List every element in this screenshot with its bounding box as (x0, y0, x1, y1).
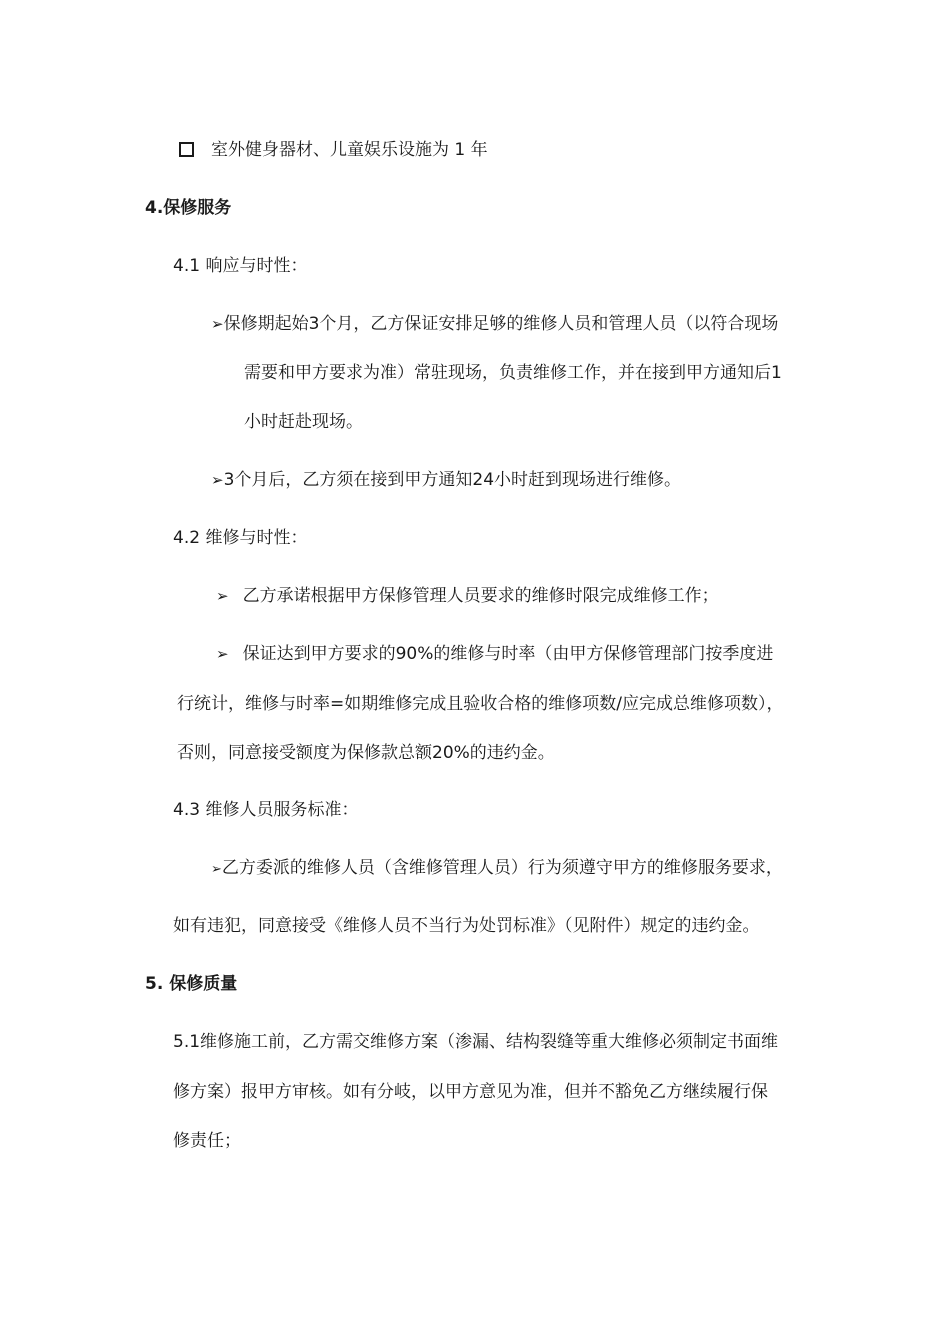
checkbox-square-icon (179, 142, 194, 157)
section-5-1-line1: 5.1维修施工前，乙方需交维修方案（渗漏、结构裂缝等重大维修必须制定书面维 (173, 1032, 779, 1052)
arrow-bullet-icon: ➢ (211, 862, 222, 877)
bullet-4-2-2-line2: 行统计，维修与时率=如期维修完成且验收合格的维修项数/应完成总维修项数）， (177, 694, 784, 714)
section-4-1-heading: 4.1 响应与时性： (173, 256, 308, 276)
bullet-4-1-2: ➢3个月后，乙方须在接到甲方通知24小时赶到现场进行维修。 (211, 470, 682, 490)
bullet-4-2-2-line3: 否则，同意接受额度为保修款总额20%的违约金。 (177, 743, 555, 763)
section-5-1-line3: 修责任； (173, 1131, 241, 1151)
arrow-bullet-icon: ➢ (216, 645, 229, 663)
section-5-1-line2: 修方案）报甲方审核。如有分岐，以甲方意见为准，但并不豁免乙方继续履行保 (173, 1082, 768, 1102)
bullet-4-1-1-line3: 小时赶赴现场。 (244, 412, 363, 432)
bullet-4-1-1-line2: 需要和甲方要求为准）常驻现场，负责维修工作，并在接到甲方通知后1 (244, 363, 782, 383)
section-4-3-heading: 4.3 维修人员服务标准： (173, 800, 359, 820)
section-5-heading: 5. 保修质量 (145, 974, 238, 994)
bullet-4-2-1: ➢ 乙方承诺根据甲方保修管理人员要求的维修时限完成维修工作； (216, 586, 719, 606)
arrow-bullet-icon: ➢ (211, 315, 224, 333)
section-4-2-heading: 4.2 维修与时性： (173, 528, 308, 548)
section-4-heading: 4.保修服务 (145, 198, 232, 218)
arrow-bullet-icon: ➢ (216, 587, 229, 605)
bullet-4-3-1-line1: ➢乙方委派的维修人员（含维修管理人员）行为须遵守甲方的维修服务要求， (211, 856, 783, 882)
arrow-bullet-icon: ➢ (211, 471, 224, 489)
bullet-4-1-1-line1: ➢保修期起始3个月，乙方保证安排足够的维修人员和管理人员（以符合现场 (211, 314, 779, 334)
outdoor-equipment-item: 室外健身器材、儿童娱乐设施为 1 年 (211, 140, 488, 160)
bullet-4-3-1-line2: 如有违犯，同意接受《维修人员不当行为处罚标准》（见附件）规定的违约金。 (173, 916, 760, 936)
bullet-4-2-2-line1: ➢ 保证达到甲方要求的90%的维修与时率（由甲方保修管理部门按季度进 (216, 644, 774, 664)
